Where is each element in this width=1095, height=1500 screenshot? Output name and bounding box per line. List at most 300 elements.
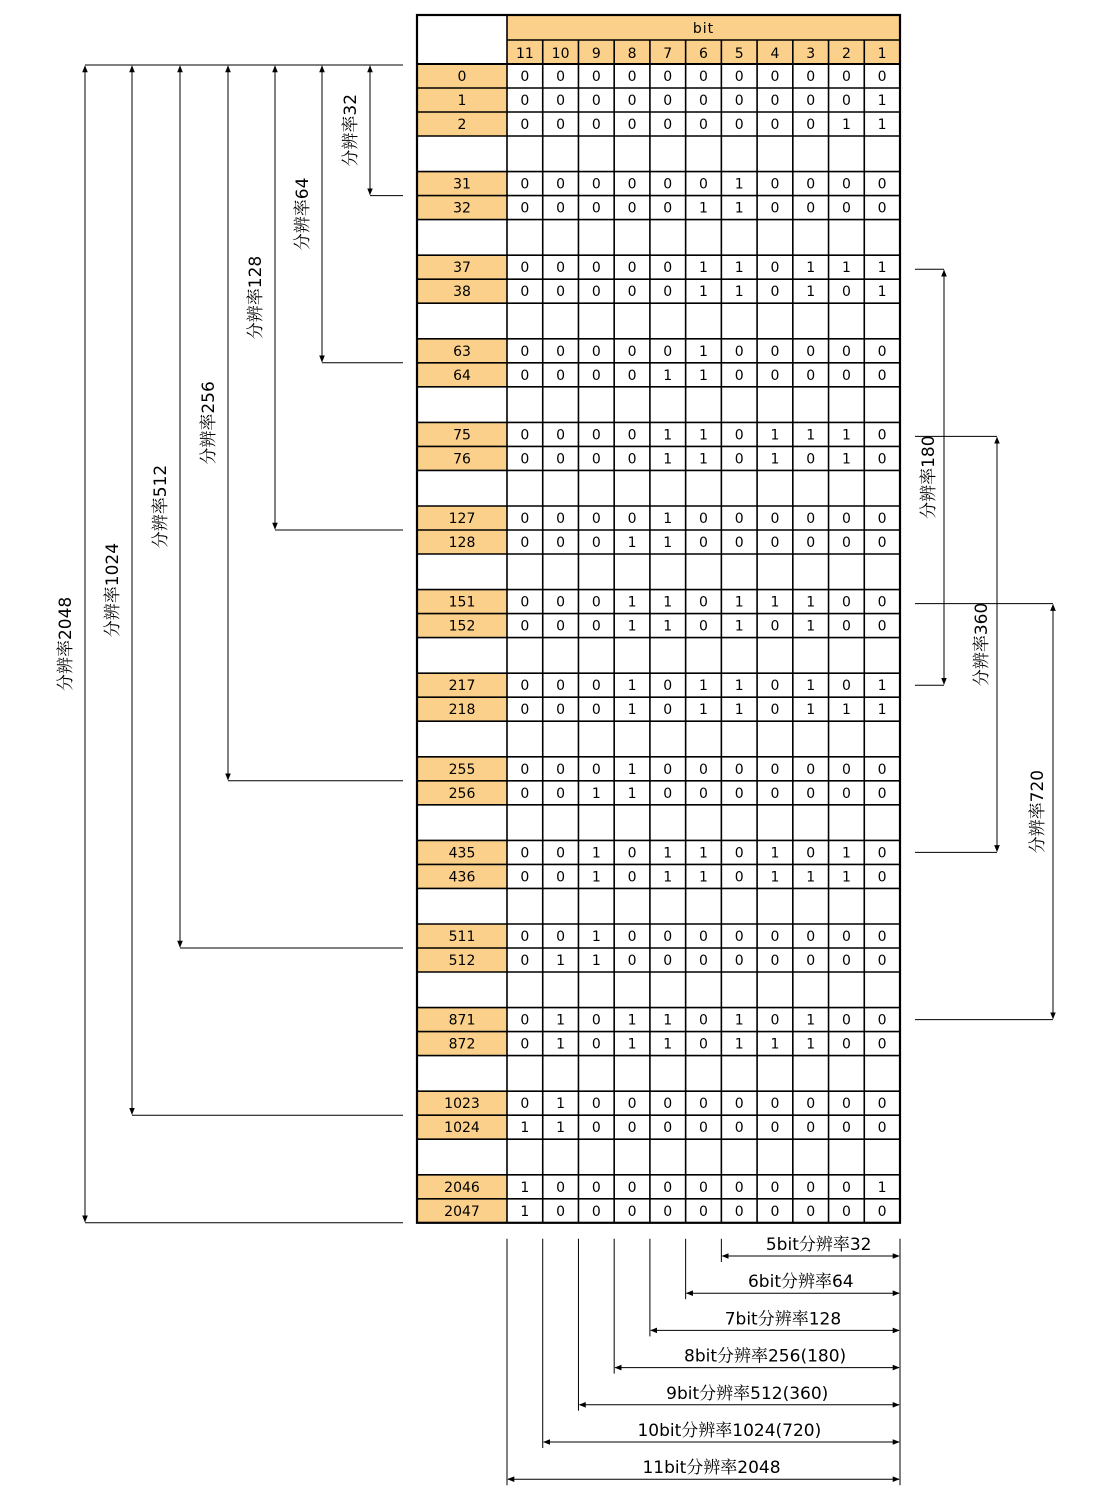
bit-value: 0 [627,93,637,109]
bit-value: 0 [556,845,566,862]
bit-value: 0 [734,511,744,527]
bit-value: 1 [806,260,816,277]
bit-value: 0 [877,451,887,468]
bit-value: 0 [806,929,816,945]
bit-value: 0 [699,176,708,193]
bit-value: 0 [591,535,601,551]
bit-value: 1 [663,1012,673,1029]
bit-value: 0 [770,618,780,635]
bit-value: 0 [877,535,887,551]
bit-value: 1 [591,845,601,862]
bit-value: 1 [627,678,637,695]
bit-value: 0 [734,451,744,468]
bit-value: 1 [663,451,673,468]
bit-value: 1 [699,451,708,468]
bit-value: 1 [734,260,744,277]
bit-value: 1 [699,200,708,217]
bit-value: 1 [627,702,637,719]
bit-value: 0 [627,260,637,277]
bit-value: 0 [663,200,673,217]
bit-value: 0 [627,929,637,945]
bit-value: 0 [556,618,566,635]
header-bit-label: bit [692,21,715,37]
bit-value: 0 [663,284,673,301]
row-index-label: 38 [453,284,471,301]
bit-value: 0 [520,343,530,360]
bit-value: 0 [841,511,851,527]
bottom-range-label: 6bit分辨率64 [747,1272,854,1293]
left-range-label: 分辨率128 [246,255,266,340]
bit-column-header: 4 [770,46,780,62]
bit-value: 1 [663,1036,673,1053]
bit-value: 0 [699,1179,708,1196]
bit-value: 1 [770,594,780,611]
bit-value: 1 [806,702,816,719]
bit-value: 0 [627,284,637,301]
bit-value: 0 [627,176,637,193]
bit-value: 0 [841,785,851,802]
bit-value: 1 [770,451,780,468]
bit-value: 0 [734,343,744,360]
bit-value: 0 [841,535,851,551]
row-index-label: 1 [457,93,467,109]
bit-value: 0 [699,785,708,802]
bit-value: 0 [806,845,816,862]
bit-value: 1 [841,451,851,468]
bit-value: 0 [627,69,637,85]
bit-value: 0 [520,678,530,695]
bit-value: 0 [699,1120,708,1137]
row-index-label: 512 [448,953,476,969]
bit-value: 0 [770,953,780,969]
bit-value: 0 [841,1120,851,1137]
bit-value: 0 [877,176,887,193]
bit-value: 0 [627,117,637,133]
bit-value: 0 [591,594,601,611]
bit-value: 0 [663,929,673,945]
bit-value: 1 [806,618,816,635]
bit-value: 0 [734,1203,744,1220]
bit-value: 0 [520,511,530,527]
bit-value: 1 [520,1179,530,1196]
bit-value: 1 [770,1036,780,1053]
bit-value: 0 [663,785,673,802]
bit-value: 1 [627,618,637,635]
bit-value: 0 [591,1036,601,1053]
row-index-label: 2 [457,117,467,133]
bit-value: 0 [806,69,816,85]
bit-value: 0 [591,117,601,133]
bit-value: 0 [699,1036,708,1053]
row-index-label: 218 [448,702,476,719]
bit-value: 0 [841,1203,851,1220]
bit-value: 1 [699,260,708,277]
bit-value: 0 [591,451,601,468]
bit-value: 0 [627,845,637,862]
bit-value: 1 [877,1179,887,1196]
bit-value: 1 [520,1203,530,1220]
bit-value: 1 [663,845,673,862]
row-index-label: 31 [453,176,471,193]
bit-value: 1 [556,1036,566,1053]
bit-value: 0 [734,953,744,969]
bit-value: 1 [877,117,887,133]
bit-value: 0 [841,929,851,945]
bit-value: 0 [663,117,673,133]
bit-value: 0 [556,678,566,695]
row-index-label: 435 [448,845,476,862]
bit-value: 0 [520,869,530,886]
bit-value: 0 [591,511,601,527]
bit-value: 1 [591,785,601,802]
bit-value: 0 [520,1096,530,1113]
left-range-label: 分辨率32 [341,93,361,167]
left-resolution-ranges [56,65,403,1223]
bit-value: 0 [520,176,530,193]
bit-value: 0 [699,594,708,611]
bit-value: 0 [770,785,780,802]
right-range-label: 分辨率180 [919,435,939,519]
row-index-label: 436 [448,869,476,886]
bit-value: 0 [770,260,780,277]
bit-value: 1 [806,1036,816,1053]
bit-value: 0 [841,200,851,217]
bit-value: 0 [770,200,780,217]
bit-value: 0 [806,1179,816,1196]
bit-value: 1 [556,953,566,969]
bit-value: 0 [556,284,566,301]
bit-value: 0 [770,678,780,695]
bit-value: 1 [699,869,708,886]
bit-value: 0 [770,69,780,85]
bit-value: 1 [699,678,708,695]
bit-value: 0 [770,1179,780,1196]
bit-value: 0 [806,1096,816,1113]
bit-value: 0 [520,451,530,468]
bit-value: 1 [591,929,601,945]
bit-value: 0 [520,618,530,635]
bit-value: 0 [591,284,601,301]
bit-value: 0 [770,1096,780,1113]
bit-value: 0 [699,618,708,635]
bit-value: 1 [877,93,887,109]
bit-value: 0 [841,343,851,360]
row-index-label: 2047 [444,1203,480,1220]
row-index-label: 256 [448,785,476,802]
bit-value: 0 [734,869,744,886]
row-index-label: 872 [448,1036,476,1053]
bit-value: 0 [877,200,887,217]
bit-value: 0 [841,1036,851,1053]
bit-value: 0 [841,176,851,193]
bit-column-header: 3 [806,46,816,62]
bit-value: 0 [556,117,566,133]
bit-value: 0 [556,451,566,468]
row-index-label: 871 [448,1012,476,1029]
bit-value: 0 [591,1179,601,1196]
bit-value: 0 [877,511,887,527]
bit-value: 1 [770,427,780,444]
row-index-label: 127 [448,511,476,527]
bit-value: 0 [520,427,530,444]
bit-value: 0 [556,594,566,611]
bit-value: 0 [663,953,673,969]
bit-value: 1 [734,284,744,301]
bit-value: 0 [520,953,530,969]
left-range-label: 分辨率1024 [103,542,123,638]
bit-value: 0 [556,93,566,109]
bit-value: 0 [591,702,601,719]
bit-value: 1 [734,702,744,719]
left-range-label: 分辨率2048 [56,596,76,692]
bit-value: 0 [806,953,816,969]
bit-value: 0 [841,1179,851,1196]
bottom-range-label: 8bit分辨率256(180) [684,1346,847,1367]
bit-value: 1 [770,869,780,886]
bit-value: 0 [877,594,887,611]
bit-value: 0 [770,1120,780,1137]
bit-value: 1 [627,535,637,551]
bit-value: 0 [520,845,530,862]
bit-value: 0 [663,343,673,360]
bit-column-header: 10 [551,46,570,62]
bit-value: 0 [663,260,673,277]
bit-value: 0 [627,1120,637,1137]
bit-value: 0 [627,367,637,384]
bit-value: 0 [591,93,601,109]
bit-value: 0 [663,702,673,719]
bit-value: 0 [734,1179,744,1196]
bit-value: 1 [841,427,851,444]
bit-value: 0 [841,1012,851,1029]
bit-value: 0 [627,1179,637,1196]
bit-value: 1 [627,594,637,611]
bit-value: 0 [770,1203,780,1220]
bit-value: 0 [877,367,887,384]
bit-value: 1 [734,618,744,635]
bit-value: 0 [877,845,887,862]
left-range-label: 分辨率512 [151,464,171,549]
right-range-label: 分辨率360 [972,602,992,687]
bit-value: 0 [806,1120,816,1137]
row-index-label: 511 [448,929,476,945]
bit-value: 0 [734,367,744,384]
bit-value: 0 [699,93,708,109]
bit-value: 1 [627,785,637,802]
bit-value: 1 [734,678,744,695]
bit-value: 0 [520,117,530,133]
bit-value: 1 [663,511,673,527]
bit-value: 0 [556,869,566,886]
bit-value: 1 [699,343,708,360]
bit-value: 0 [627,343,637,360]
bit-value: 0 [627,200,637,217]
bit-value: 0 [520,1012,530,1029]
bit-value: 0 [734,1096,744,1113]
bit-value: 0 [556,785,566,802]
bit-value: 0 [841,367,851,384]
bit-value: 1 [663,535,673,551]
bit-value: 0 [699,953,708,969]
bit-value: 0 [663,1203,673,1220]
bit-value: 0 [699,535,708,551]
row-index-label: 75 [453,427,471,444]
bit-value: 1 [841,702,851,719]
bit-value: 1 [806,284,816,301]
bit-value: 0 [877,427,887,444]
row-index-label: 152 [448,618,476,635]
bit-value: 1 [841,869,851,886]
bit-column-header: 2 [841,46,851,62]
bit-value: 0 [663,1096,673,1113]
bit-value: 0 [556,367,566,384]
bit-value: 0 [663,176,673,193]
row-index-label: 32 [453,200,471,217]
bit-value: 0 [556,200,566,217]
bit-value: 0 [806,200,816,217]
bit-value: 0 [877,1036,887,1053]
bit-value: 0 [520,284,530,301]
bit-value: 0 [556,761,566,778]
bit-value: 0 [520,761,530,778]
bit-value: 0 [699,1203,708,1220]
bit-value: 0 [699,929,708,945]
bit-value: 0 [806,93,816,109]
bit-value: 0 [734,845,744,862]
bit-value: 0 [841,1096,851,1113]
bit-value: 0 [877,953,887,969]
bit-value: 0 [877,785,887,802]
bit-value: 0 [627,427,637,444]
bottom-range-label: 7bit分辨率128 [724,1309,842,1330]
bit-value: 0 [806,176,816,193]
bit-value: 0 [556,511,566,527]
bit-value: 0 [663,761,673,778]
bit-value: 1 [734,594,744,611]
bit-value: 0 [841,594,851,611]
bit-value: 1 [556,1012,566,1029]
bit-value: 0 [877,69,887,85]
bit-value: 0 [841,761,851,778]
row-index-label: 76 [453,451,471,468]
bit-value: 0 [591,427,601,444]
bit-value: 1 [663,869,673,886]
bit-value: 0 [770,176,780,193]
bit-value: 0 [841,678,851,695]
bit-value: 0 [520,93,530,109]
row-index-label: 1024 [444,1120,480,1137]
left-range-label: 分辨率256 [199,381,219,465]
bit-value: 1 [806,594,816,611]
bit-value: 0 [699,511,708,527]
bit-value: 0 [556,176,566,193]
bit-value: 0 [877,1096,887,1113]
bit-value: 0 [556,427,566,444]
bit-value: 1 [663,367,673,384]
bit-value: 1 [699,284,708,301]
bit-value: 0 [841,93,851,109]
bit-value: 0 [806,1203,816,1220]
bit-value: 0 [734,761,744,778]
bit-value: 0 [591,176,601,193]
bit-value: 0 [520,594,530,611]
bit-value: 0 [770,367,780,384]
bit-value: 1 [734,1012,744,1029]
bit-value: 0 [591,1012,601,1029]
bit-value: 0 [806,343,816,360]
bit-value: 1 [734,200,744,217]
bit-value: 1 [663,618,673,635]
bit-value: 0 [520,702,530,719]
bit-value: 0 [877,1012,887,1029]
row-index-label: 64 [453,367,471,384]
bit-value: 1 [806,678,816,695]
bit-value: 0 [663,93,673,109]
bit-value: 1 [770,845,780,862]
bit-value: 0 [556,1179,566,1196]
bit-value: 0 [699,69,708,85]
bit-value: 0 [806,451,816,468]
row-index-label: 128 [448,535,476,551]
bit-value: 0 [591,1120,601,1137]
bit-value: 0 [699,761,708,778]
bit-value: 0 [556,1203,566,1220]
bit-value: 0 [877,929,887,945]
bit-value: 0 [699,1012,708,1029]
bit-value: 1 [663,594,673,611]
bit-value: 0 [556,260,566,277]
bit-value: 0 [770,284,780,301]
bit-column-header: 7 [663,46,673,62]
bit-value: 1 [877,284,887,301]
bit-value: 1 [734,176,744,193]
bit-value: 1 [556,1120,566,1137]
bit-column-header: 6 [699,46,708,62]
bit-value: 1 [806,869,816,886]
bit-value: 1 [841,260,851,277]
bit-value: 0 [877,1203,887,1220]
row-index-label: 63 [453,343,471,360]
bit-value: 0 [806,535,816,551]
bit-value: 0 [699,117,708,133]
bit-value: 0 [627,953,637,969]
bit-value: 0 [806,511,816,527]
bit-value: 0 [806,117,816,133]
bottom-bit-ranges [507,1235,900,1485]
bit-value: 0 [841,953,851,969]
right-range-label: 分辨率720 [1028,769,1048,854]
bit-value: 0 [806,367,816,384]
row-index-label: 2046 [444,1179,480,1196]
bit-value: 1 [627,1012,637,1029]
bit-value: 1 [556,1096,566,1113]
bit-value: 0 [734,929,744,945]
bit-value: 0 [734,69,744,85]
bit-value: 0 [663,1120,673,1137]
bit-value: 1 [877,702,887,719]
bit-value: 0 [627,869,637,886]
bit-value: 0 [877,1120,887,1137]
row-index-label: 217 [448,678,476,695]
bit-value: 0 [520,785,530,802]
bit-value: 1 [699,367,708,384]
bit-value: 0 [627,1203,637,1220]
bit-column-header: 9 [591,46,601,62]
bit-value: 0 [591,367,601,384]
bit-value: 0 [806,761,816,778]
bit-value: 0 [734,1120,744,1137]
bit-value: 0 [627,451,637,468]
